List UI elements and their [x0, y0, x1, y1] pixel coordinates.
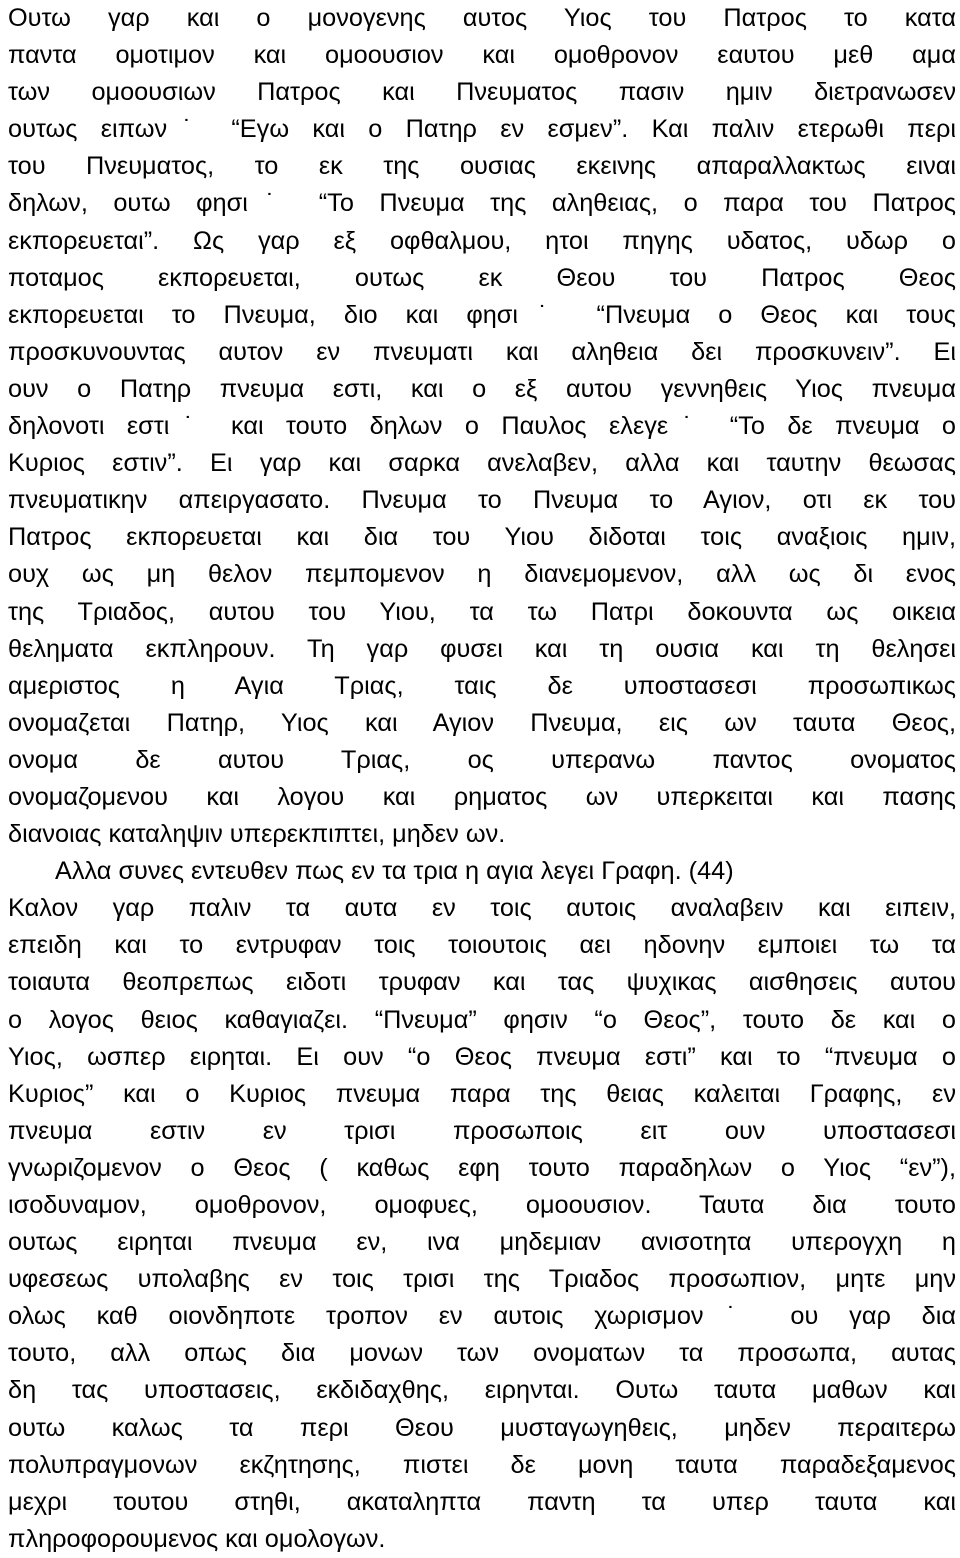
text-line: Ουτω γαρ και ο μονογενης αυτος Υιος του Πατρος το κατα	[8, 4, 956, 32]
text-line: τουτο, αλλ οπως δια μονων των ονοματων τα προσωπα, αυτας	[8, 1339, 956, 1368]
text-line: αμεριστος η Αγια Τριας, ταις δε υποστασεσι προσωπικως	[8, 671, 956, 700]
text-line: ονομαζεται Πατηρ, Υιος και Αγιον Πνευμα, εις ων ταυτα Θεος,	[8, 708, 956, 737]
text-line: υφεσεως υπολαβης εν τοις τρισι της Τριαδος προσωπιον, μητε μην	[8, 1265, 956, 1294]
text-line: Πατρος εκπορευεται και δια του Υιου διδοται τοις αναξιοις ημιν,	[8, 523, 956, 552]
text-line: εκπορευεται το Πνευμα, διο και φησι˙ “Πνευμα ο Θεος και τους	[8, 300, 956, 329]
text-line: ουτως ειρηται πνευμα εν, ινα μηδεμιαν ανισοτητα υπερογχη η	[8, 1228, 956, 1257]
text-line: Καλον γαρ παλιν τα αυτα εν τοις αυτοις αναλαβειν και ειπειν,	[8, 894, 956, 923]
text-line: Κυριος εστιν”. Ει γαρ και σαρκα ανελαβεν, αλλα και ταυτην θεωσας	[8, 449, 956, 478]
text-line: πληροφορουμενος και ομολογων.	[8, 1524, 386, 1553]
text-line: Κυριος” και ο Κυριος πνευμα παρα της θειας καλειται Γραφης, εν	[8, 1079, 956, 1108]
text-line: πνευματικην απειργασατο. Πνευμα το Πνευμα το Αγιον, οτι εκ του	[8, 486, 956, 515]
text-line: ονομαζομενου και λογου και ρηματος ων υπερκειται και πασης	[8, 782, 956, 811]
text-line: ουν ο Πατηρ πνευμα εστι, και ο εξ αυτου γεννηθεις Υιος πνευμα	[8, 374, 956, 403]
text-line: πνευμα εστιν εν τρισι προσωποις ειτ ουν υποστασεσι	[8, 1116, 956, 1145]
text-line: θεληματα εκπληρουν. Τη γαρ φυσει και τη ουσια και τη θελησει	[8, 634, 956, 663]
text-line: ο λογος θειος καθαγιαζει. “Πνευμα” φησιν “ο Θεος”, τουτο δε και ο	[8, 1005, 956, 1034]
text-line: του Πνευματος, το εκ της ουσιας εκεινης απαραλλακτως ειναι	[8, 152, 956, 181]
text-line: προσκυνουντας αυτον εν πνευματι και αληθεια δει προσκυνειν”. Ει	[8, 337, 956, 366]
text-line: ουτω καλως τα περι Θεου μυσταγωγηθεις, μηδεν περαιτερω	[8, 1413, 956, 1442]
text-line: διανοιας καταληψιν υπερεκπιπτει, μηδεν ων.	[8, 820, 506, 849]
text-line: τοιαυτα θεοπρεπως ειδοτι τρυφαν και τας ψυχικας αισθησεις αυτου	[8, 968, 956, 997]
text-line: ολως καθ οιονδηποτε τροπον εν αυτοις χωρισμον˙ ου γαρ δια	[8, 1302, 956, 1331]
text-line: ουχ ως μη θελον πεμπομενον η διανεμομενον, αλλ ως δι ενος	[8, 560, 956, 589]
text-line: ποταμος εκπορευεται, ουτως εκ Θεου του Πατρος Θεος	[8, 263, 956, 292]
text-line: Υιος, ωσπερ ειρηται. Ει ουν “ο Θεος πνευμα εστι” και το “πνευμα ο	[8, 1042, 956, 1071]
text-line: Αλλα συνες εντευθεν πως εν τα τρια η αγια λεγει Γραφη. (44)	[55, 857, 734, 886]
text-line: ισοδυναμον, ομοθρονον, ομοφυες, ομοουσιον. Ταυτα δια τουτο	[8, 1191, 956, 1219]
text-line: της Τριαδος, αυτου του Υιου, τα τω Πατρι δοκουντα ως οικεια	[8, 597, 956, 626]
text-line: ονομα δε αυτου Τριας, ος υπερανω παντος ονοματος	[8, 745, 956, 774]
text-line: μεχρι τουτου στηθι, ακαταληπτα παντη τα υπερ ταυτα και	[8, 1487, 956, 1516]
text-line: εκπορευεται”. Ως γαρ εξ οφθαλμου, ητοι πηγης υδατος, υδωρ ο	[8, 226, 956, 255]
text-line: γνωριζομενον ο Θεος ( καθως εφη τουτο παραδηλων ο Υιος “εν”),	[8, 1153, 956, 1182]
paragraph-1	[8, 0, 956, 853]
text-line: επειδη και το εντρυφαν τοις τοιουτοις αει ηδονην εμποιει τω τα	[8, 931, 956, 960]
text-line: ουτως ειπων˙ “Εγω και ο Πατηρ εν εσμεν”. Και παλιν ετερωθι περι	[8, 115, 956, 144]
text-line: παντα ομοτιμον και ομοουσιον και ομοθρονον εαυτου μεθ αμα	[8, 41, 956, 70]
text-line: πολυπραγμονων εκζητησης, πιστει δε μονη ταυτα παραδεξαμενος	[8, 1450, 956, 1479]
text-line: δηλων, ουτω φησι˙ “Το Πνευμα της αληθειας, ο παρα του Πατρος	[8, 189, 956, 218]
paragraph-2	[8, 853, 956, 1558]
text-line: των ομοουσιων Πατρος και Πνευματος πασιν ημιν διετρανωσεν	[8, 78, 956, 107]
text-line: δη τας υποστασεις, εκδιδαχθης, ειρηνται. Ουτω ταυτα μαθων και	[8, 1376, 956, 1405]
text-line: δηλονοτι εστι˙ και τουτο δηλων ο Παυλος ελεγε˙ “Το δε πνευμα ο	[8, 412, 956, 441]
document-page	[8, 0, 956, 1558]
